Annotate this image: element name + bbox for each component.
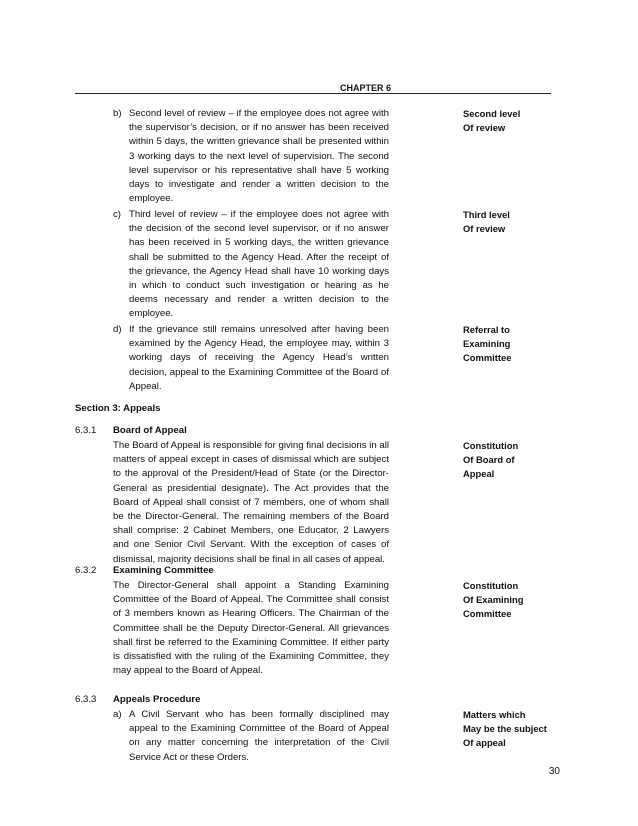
margin-note-referral bbox=[463, 323, 563, 366]
list-label: a) bbox=[113, 709, 122, 720]
header-rule bbox=[75, 93, 551, 94]
heading-board-of-appeal: Board of Appeal bbox=[113, 425, 187, 436]
paragraph-board-of-appeal: The Board of Appeal is responsible for giving final decisions in all matters of appeal except in cases of dismissal which are subject to the approval of the President/Head of State (or the Director-General as presidential designate). The Act provides that the Board of Appeal shall consist of 7 members, one of whom shall be the Director-General. The remaining members of the Board shall comprise: 2 Cabinet Members, one Educator, 2 Lawyers and one Senior Civil Servant. With the exception of cases of dismissal, majority decisions shall be final in all cases of appeal. bbox=[113, 440, 389, 565]
list-item-d bbox=[113, 323, 389, 394]
list-text: A Civil Servant who has been formally disciplined may appeal to the Examining Committee of the Board of Appeal on any matter concerning the interpretation of the Civil Service Act or these Orders. bbox=[129, 709, 389, 763]
margin-note-third-level bbox=[463, 208, 563, 236]
section-title: Section 3: Appeals bbox=[75, 403, 161, 414]
margin-line: Of Examining bbox=[463, 594, 524, 606]
section-number-631: 6.3.1 bbox=[75, 425, 97, 436]
margin-line: Matters which bbox=[463, 709, 526, 720]
margin-note-matters-of-appeal bbox=[463, 708, 563, 751]
list-item-b bbox=[113, 107, 389, 206]
list-label: d) bbox=[113, 324, 122, 335]
section-number-633: 6.3.3 bbox=[75, 694, 97, 705]
margin-line: Referral to bbox=[463, 324, 510, 335]
margin-line: Of review bbox=[463, 223, 506, 235]
margin-line: Examining bbox=[463, 338, 511, 350]
section-number-632: 6.3.2 bbox=[75, 565, 97, 576]
list-text: Third level of review – if the employee does not agree with the decision of the second level supervisor, or if no answer has been received in 5 working days, the written grievance shall be submitted to the Agency Head. After the receipt of the grievance, the Agency Head shall have 10 working days in which to conduct such investigation or hearing as he deems necessary and render a written decision to the employee. bbox=[129, 209, 389, 320]
list-item-a bbox=[113, 708, 389, 765]
list-label: c) bbox=[113, 209, 121, 220]
margin-note-constitution-board bbox=[463, 439, 563, 482]
margin-line: Constitution bbox=[463, 580, 519, 591]
list-text: Second level of review – if the employee does not agree with the supervisor’s decision, or if no answer has been received within 5 days, the written grievance shall be presented within 3 working days to the next level of supervision. The second level supervisor or his representative shall have 5 working days to investigate and render a written decision to the employee. bbox=[129, 108, 389, 205]
list-label: b) bbox=[113, 108, 122, 119]
heading-examining-committee: Examining Committee bbox=[113, 565, 214, 576]
margin-line: Of Board of bbox=[463, 454, 515, 466]
margin-line: Committee bbox=[463, 352, 512, 364]
margin-line: Of appeal bbox=[463, 737, 506, 749]
page-number: 30 bbox=[548, 766, 560, 777]
margin-line: Committee bbox=[463, 608, 512, 620]
margin-line: Appeal bbox=[463, 468, 495, 480]
margin-note-constitution-committee bbox=[463, 579, 563, 622]
margin-note-second-level bbox=[463, 107, 563, 135]
margin-line: Third level bbox=[463, 209, 510, 220]
margin-line: Second level bbox=[463, 108, 521, 119]
chapter-heading: CHAPTER 6 bbox=[340, 83, 392, 93]
list-text: If the grievance still remains unresolved after having been examined by the Agency Head, the employee may, within 3 working days of receiving the Agency Head’s written decision, appeal to the Examining Committee of the Board of Appeal. bbox=[129, 324, 389, 392]
paragraph-examining-committee: The Director-General shall appoint a Standing Examining Committee of the Board of Appeal. The Committee shall consist of 3 members known as Hearing Officers. The Chairman of the Committee shall be the Deputy Director-General. All grievances shall first be referred to the Examining Committee. If either party is dissatisfied with the ruling of the Examining Committee, they may appeal to the Board of Appeal. bbox=[113, 580, 389, 677]
margin-line: Of review bbox=[463, 122, 506, 134]
list-item-c bbox=[113, 208, 389, 322]
heading-appeals-procedure: Appeals Procedure bbox=[113, 694, 201, 705]
margin-line: Constitution bbox=[463, 440, 519, 451]
margin-line: May be the subject bbox=[463, 723, 547, 735]
